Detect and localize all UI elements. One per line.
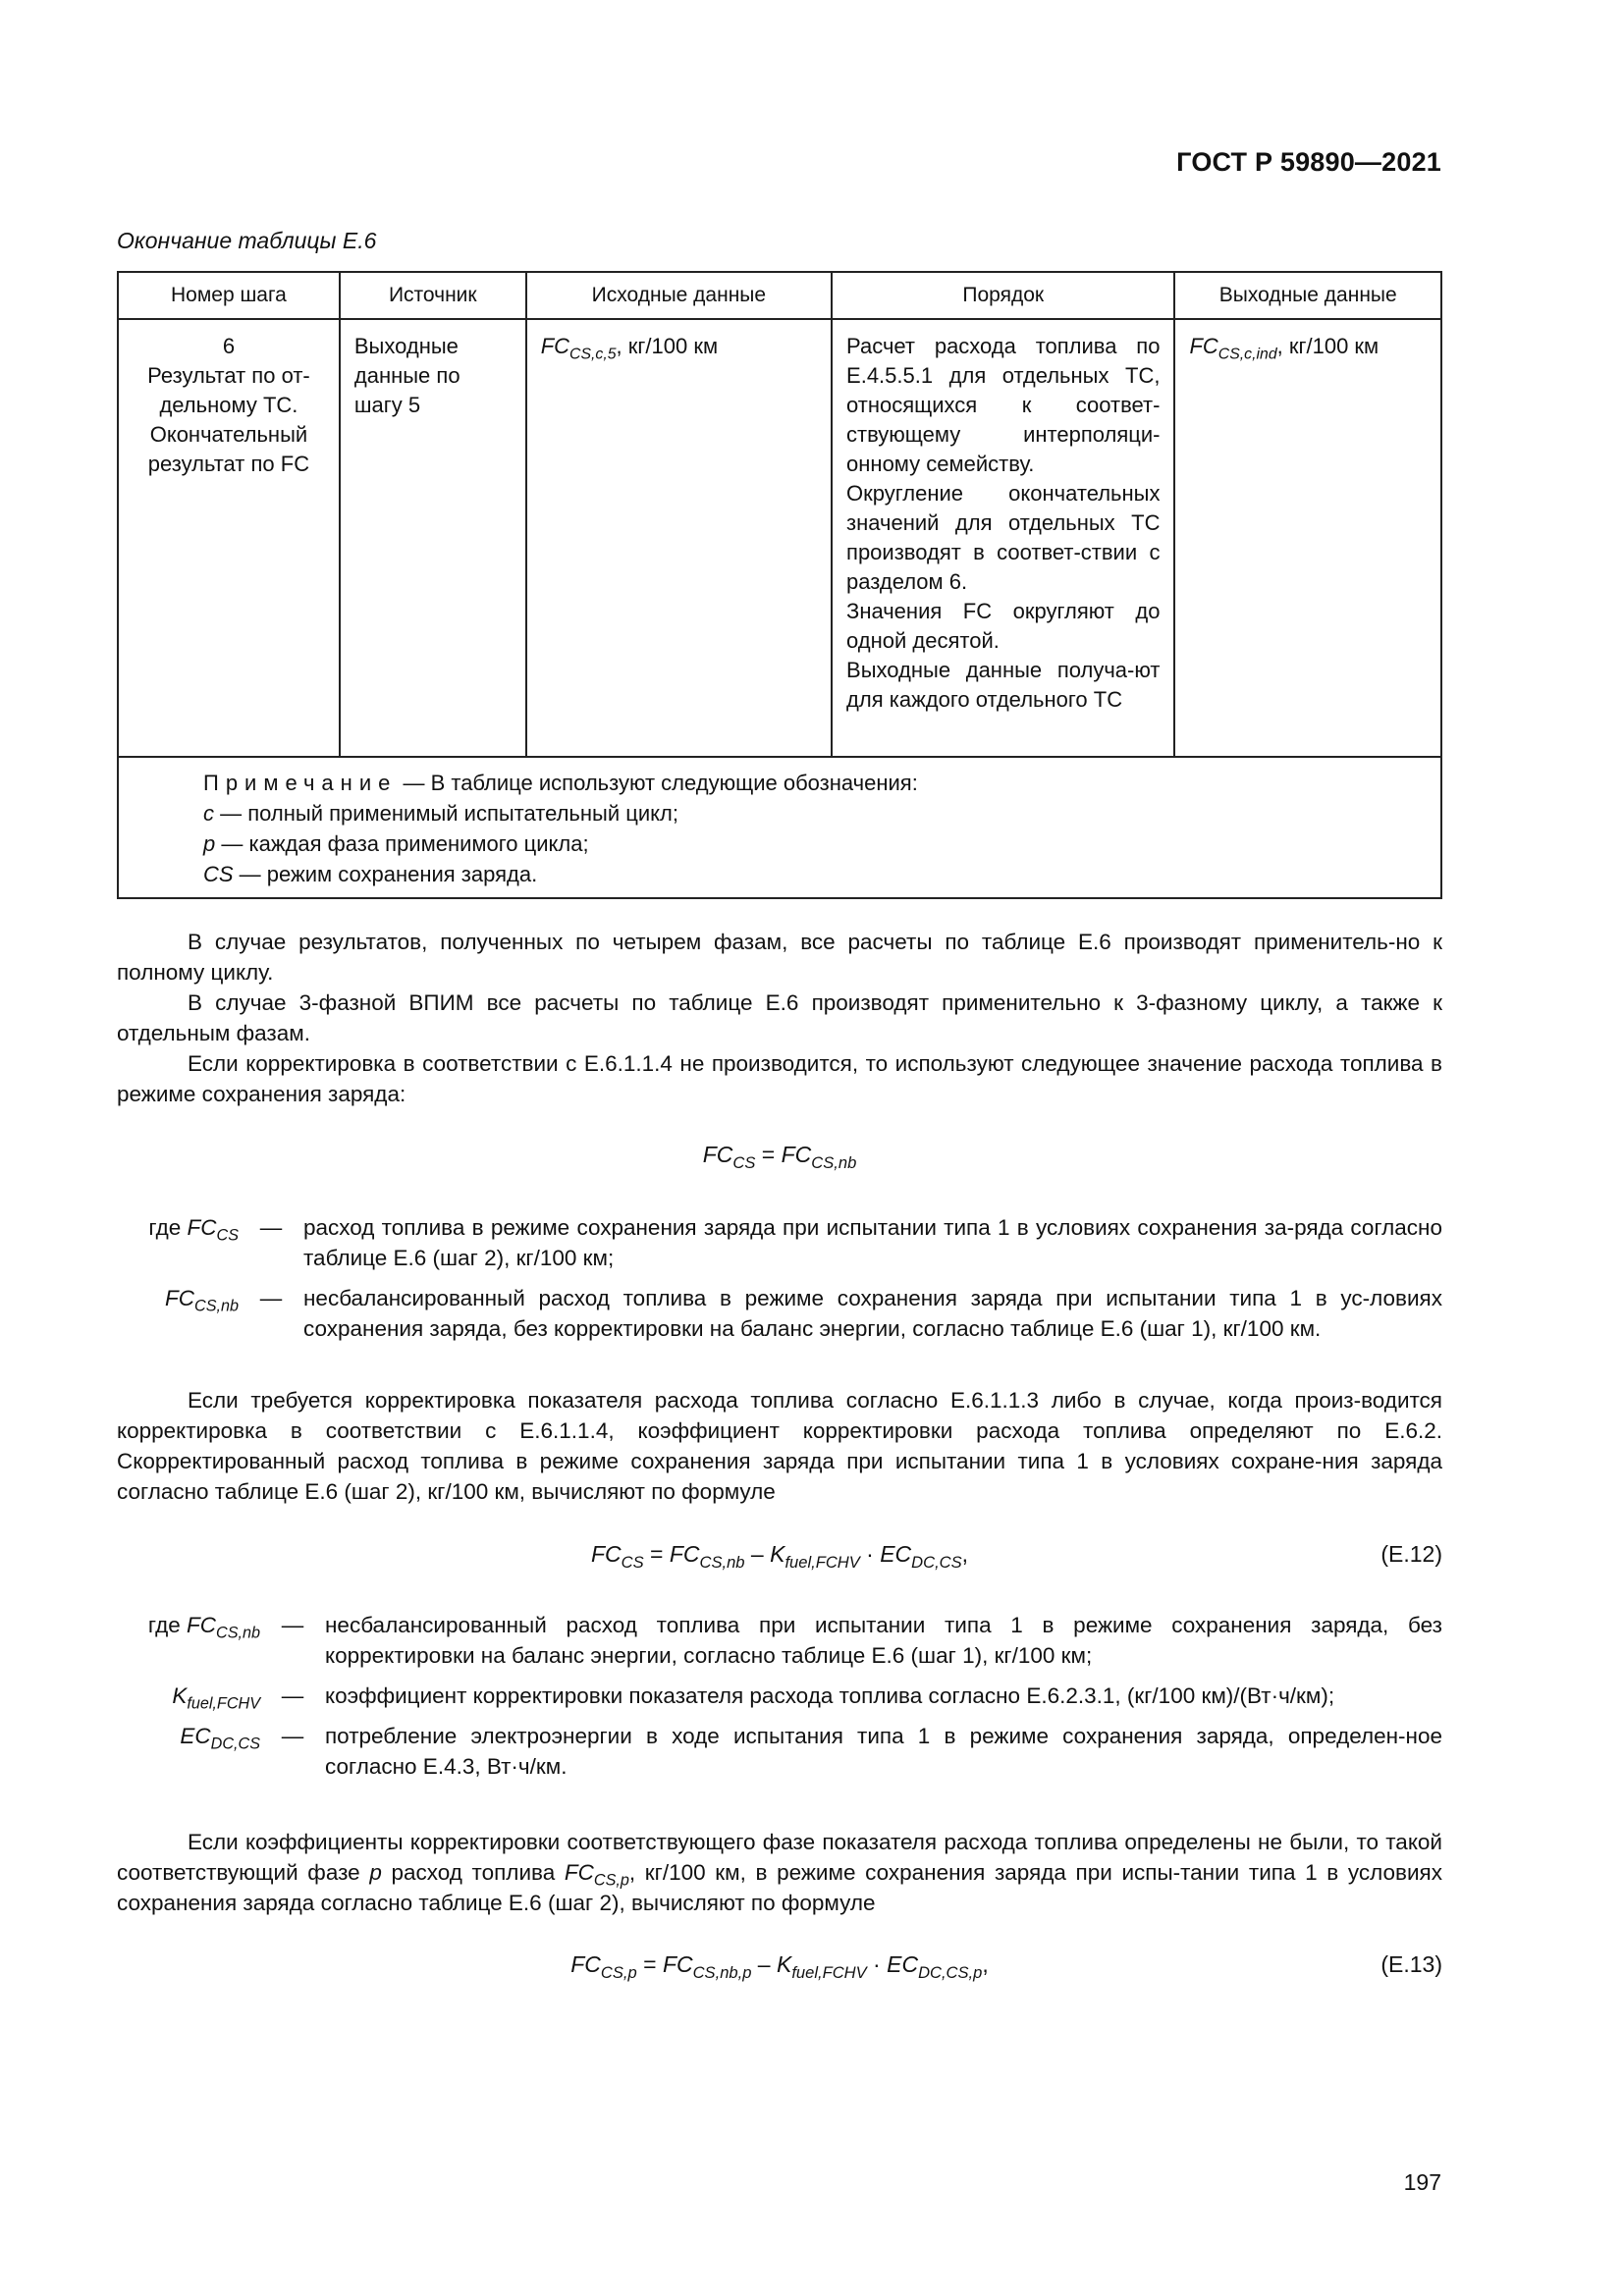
standard-designation: ГОСТ Р 59890—2021: [1176, 147, 1441, 177]
column-header-procedure: Порядок: [832, 272, 1174, 319]
column-header-step: Номер шага: [118, 272, 340, 319]
table-caption: Окончание таблицы Е.6: [117, 228, 377, 253]
where-item: $EC_{DC,CS}$ — потребление электроэнергии в ходе испытания типа 1 в режиме сохранения заряда, определен-ное согласно Е.4.3, Вт·ч/км.: [180, 1724, 1442, 1779]
input-subscript: CS,c,5: [569, 346, 617, 363]
column-header-input: Исходные данные: [526, 272, 832, 319]
cell-source: [340, 319, 526, 757]
procedure-line-2: Округление окончательных значений для отдельных ТС производят в соответ-ствии с разделом 6.: [846, 481, 1161, 594]
note-item: c — полный применимый испытательный цикл;: [203, 801, 678, 826]
formula-number: (E.13): [1380, 1951, 1442, 1977]
formula-fccs: $FC_{CS} = FC_{CS,nb}$: [702, 1142, 857, 1172]
source-text: Выходные данные по шагу 5: [353, 334, 460, 417]
output-symbol: FC: [1189, 334, 1218, 358]
note-label: Примечание: [203, 771, 398, 795]
page-number: 197: [1403, 2169, 1441, 2195]
where-item: где $FC_{CS}$ — расход топлива в режиме сохранения заряда при испытании типа 1 в условиях сохранения за-ряда согласно таблице Е.6 (шаг 2), кг/100 км;: [148, 1215, 1442, 1270]
cell-input: [526, 319, 832, 757]
procedure-line-3: Значения FC округляют до одной десятой.: [846, 599, 1161, 653]
procedure-line-4: Выходные данные получа-ют для каждого отдельного ТС: [846, 658, 1161, 712]
paragraph-4: Если требуется корректировка показателя расхода топлива согласно Е.6.1.1.3 либо в случае, когда произ-водится корректировка в соответствии с Е.6.1.1.4, коэффициент корректировки расхода топлива определяют по Е.6.2. Скорректированный расход топлива в режиме сохранения заряда при испытании типа 1 в условиях сохране-ния заряда согласно таблице Е.6 (шаг 2), кг/100 км, вычисляют по формуле: [117, 1388, 1442, 1504]
formula-e12: $FC_{CS} = FC_{CS,nb} - K_{fuel,FCHV} \cdot EC_{DC,CS}$, (E.12): [590, 1541, 1442, 1572]
formula-number: (E.12): [1380, 1541, 1442, 1567]
output-unit: , кг/100 км: [1276, 334, 1380, 358]
formula-e13: $FC_{CS,p} = FC_{CS,nb,p} - K_{fuel,FCHV} \cdot EC_{DC,CS,p}$, (E.13): [570, 1951, 1442, 1982]
where-item: $K_{fuel,FCHV}$ — коэффициент корректировки показателя расхода топлива согласно Е.6.2.3.1, (кг/100 км)/(Вт·ч/км);: [172, 1683, 1335, 1713]
cell-note: [118, 757, 1441, 898]
where-item: $FC_{CS,nb}$ — несбалансированный расход топлива в режиме сохранения заряда при испытании типа 1 в ус-ловиях сохранения заряда, без корректировки на баланс энергии, согласно таблице Е.6 (шаг 1), кг/100 км.: [165, 1286, 1442, 1341]
table-note-row: [118, 757, 1441, 898]
table-row: [118, 319, 1441, 757]
where-list-2: [117, 1610, 1442, 1791]
cell-step: [118, 319, 340, 757]
procedure-line-1: Расчет расхода топлива по Е.4.5.5.1 для отдельных ТС, относящихся к соответ-ствующему интерполяци-онному семейству.: [846, 334, 1161, 476]
input-unit: , кг/100 км: [616, 334, 719, 358]
note-item: CS — режим сохранения заряда.: [203, 862, 538, 886]
step-number: 6: [222, 334, 236, 358]
cell-procedure: [832, 319, 1174, 757]
where-item: где $FC_{CS,nb}$ — несбалансированный расход топлива при испытании типа 1 в режиме сохранения заряда, без корректировки на баланс энергии, согласно таблице Е.6 (шаг 1), кг/100 км;: [147, 1613, 1442, 1668]
paragraph-3: Если корректировка в соответствии с Е.6.1.1.4 не производится, то используют следующее значение расхода топлива в режиме сохранения заряда:: [117, 1051, 1442, 1106]
table-e6: [117, 271, 1442, 899]
column-header-output: Выходные данные: [1174, 272, 1441, 319]
table-header-row: [118, 272, 1441, 319]
output-subscript: CS,c,ind: [1217, 346, 1277, 363]
cell-output: [1174, 319, 1441, 757]
input-symbol: FC: [540, 334, 570, 358]
paragraph-1: В случае результатов, полученных по четырем фазам, все расчеты по таблице Е.6 производят применитель-но к полному циклу.: [117, 930, 1442, 985]
step-text: Результат по от-дельному ТС. Окончательный результат по FC: [147, 363, 310, 476]
paragraph-2: В случае 3-фазной ВПИМ все расчеты по таблице Е.6 производят применительно к 3-фазному циклу, а также к отдельным фазам.: [117, 990, 1442, 1045]
note-intro: — В таблице используют следующие обозначения:: [403, 771, 918, 795]
column-header-source: Источник: [340, 272, 526, 319]
where-list-1: [117, 1212, 1442, 1354]
paragraph-5: Если коэффициенты корректировки соответствующего фазе показателя расхода топлива определены не были, то такой соответствующий фазе p расход топлива $FC_{CS,p}$, кг/100 км, в режиме сохранения заряда при испы-тании типа 1 в условиях сохранения заряда согласно таблице Е.6 (шаг 2), вычисляют по формуле: [117, 1830, 1442, 1915]
note-item: p — каждая фаза применимого цикла;: [203, 831, 589, 856]
